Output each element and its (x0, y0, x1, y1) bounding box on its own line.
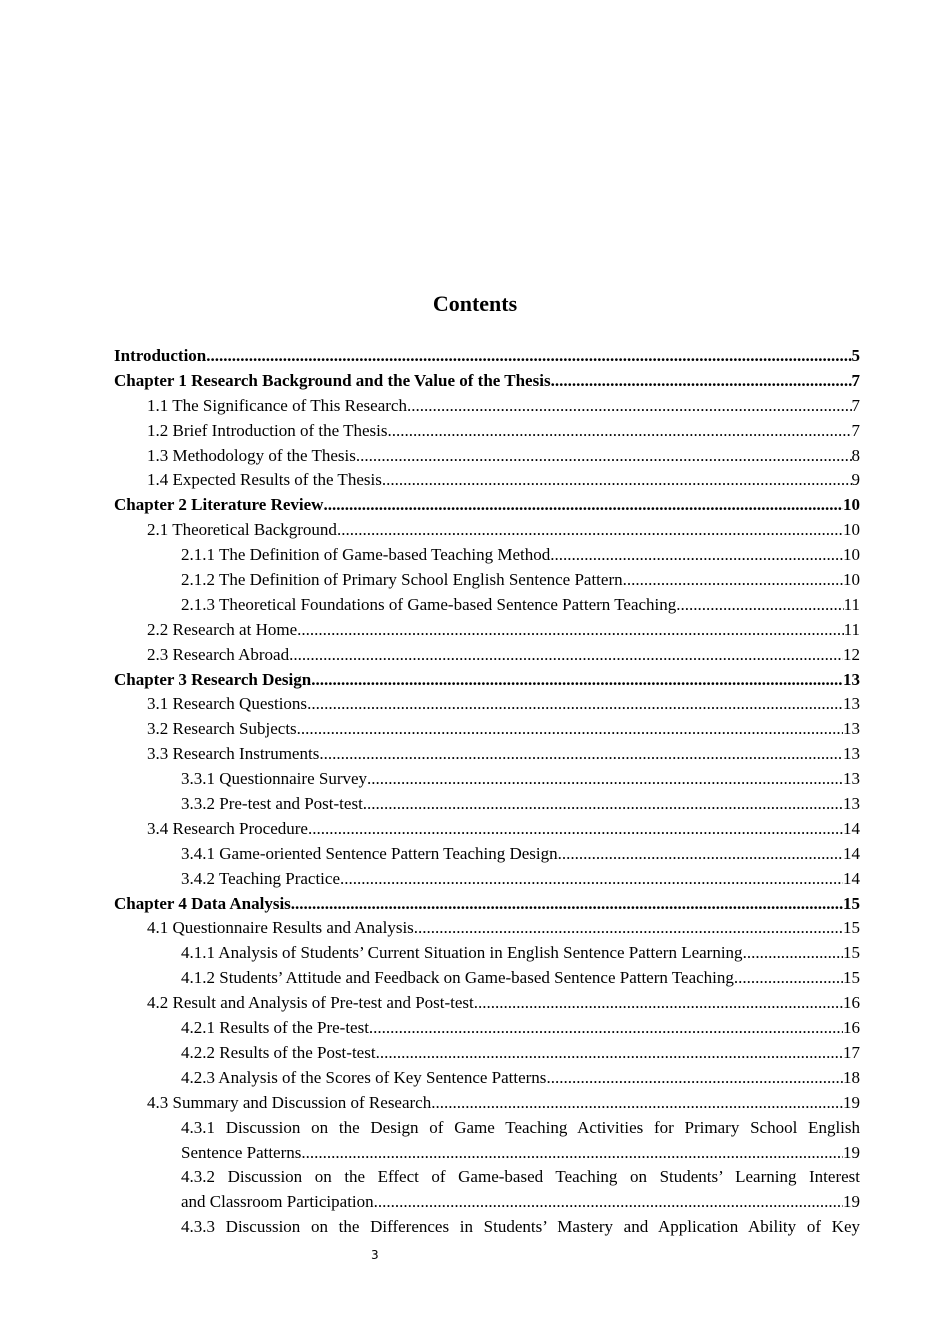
toc-entry-title: Chapter 1 Research Background and the Value of the Thesis (114, 370, 551, 390)
toc-entry[interactable] (114, 767, 860, 792)
dot-leader (337, 518, 843, 543)
dot-leader (308, 817, 843, 842)
dot-leader (734, 966, 843, 991)
toc-entry-title: 4.2.2 Results of the Post-test (181, 1042, 376, 1062)
toc-entry[interactable] (114, 344, 860, 369)
dot-leader (376, 1041, 843, 1066)
toc-entry-page: 7 (851, 420, 860, 440)
toc-entry-page: 11 (843, 619, 860, 639)
toc-entry-page: 10 (843, 545, 860, 565)
toc-entry-page: 13 (843, 694, 860, 714)
toc-entry-page: 10 (843, 570, 860, 590)
toc-entry-title: Chapter 4 Data Analysis (114, 893, 291, 913)
dot-leader (374, 1190, 843, 1215)
table-of-contents (114, 344, 860, 1240)
toc-entry[interactable] (114, 668, 860, 693)
dot-leader (289, 643, 843, 668)
toc-entry-wrapped[interactable] (114, 1165, 860, 1215)
toc-entry-title: 3.3 Research Instruments (147, 744, 320, 764)
toc-entry[interactable] (114, 618, 860, 643)
dot-leader (431, 1091, 843, 1116)
toc-entry-page: 9 (851, 470, 860, 490)
toc-entry-title-line1: 4.3.2 Discussion on the Effect of Game-based Teaching on Students’ Learning Interest (181, 1167, 860, 1187)
toc-entry-page: 15 (843, 968, 860, 988)
dot-leader (206, 344, 851, 369)
toc-entry[interactable] (114, 543, 860, 568)
toc-entry-title: 4.2.3 Analysis of the Scores of Key Sentence Patterns (181, 1067, 547, 1087)
toc-entry-title: 1.4 Expected Results of the Thesis (147, 470, 382, 490)
toc-entry-page: 19 (843, 1142, 860, 1162)
toc-entry-page: 13 (843, 794, 860, 814)
toc-entry-page: 14 (843, 868, 860, 888)
toc-entry-title: 2.1.1 The Definition of Game-based Teaching Method (181, 545, 551, 565)
dot-leader (369, 1016, 843, 1041)
toc-entry-title: Introduction (114, 346, 207, 365)
toc-entry[interactable] (114, 593, 860, 618)
dot-leader (356, 444, 852, 469)
dot-leader (623, 568, 843, 593)
toc-entry[interactable] (114, 568, 860, 593)
toc-entry-page: 16 (843, 993, 860, 1013)
toc-entry[interactable] (114, 444, 860, 469)
dot-leader (546, 1066, 843, 1091)
toc-entry-title: 1.1 The Significance of This Research (147, 395, 407, 415)
dot-leader (291, 892, 843, 917)
toc-entry[interactable] (114, 1016, 860, 1041)
toc-entry-title: 3.4.2 Teaching Practice (181, 868, 340, 888)
toc-entry-title: 4.1.2 Students’ Attitude and Feedback on Game-based Sentence Pattern Teaching (181, 968, 734, 988)
toc-entry-title: 4.3 Summary and Discussion of Research (147, 1092, 432, 1112)
toc-entry[interactable] (114, 419, 860, 444)
toc-entry-page: 10 (843, 495, 860, 515)
toc-entry-page: 14 (843, 843, 860, 863)
toc-entry-title: 3.3.1 Questionnaire Survey (181, 769, 368, 789)
dot-leader (382, 468, 852, 493)
toc-entry-title: 3.3.2 Pre-test and Post-test (181, 794, 363, 814)
toc-entry-page: 8 (851, 445, 860, 465)
toc-entry[interactable] (114, 941, 860, 966)
toc-entry-page: 15 (843, 918, 860, 938)
toc-entry-page: 13 (843, 744, 860, 764)
toc-entry-page: 14 (843, 818, 860, 838)
toc-entry[interactable] (114, 867, 860, 892)
toc-entry-title: 3.4.1 Game-oriented Sentence Pattern Teaching Design (181, 843, 558, 863)
toc-entry[interactable] (114, 792, 860, 817)
toc-entry[interactable] (114, 468, 860, 493)
toc-entry-page: 10 (843, 520, 860, 540)
toc-entry-page: 19 (843, 1192, 860, 1212)
toc-entry[interactable] (114, 493, 860, 518)
toc-entry[interactable] (114, 717, 860, 742)
dot-leader (551, 369, 852, 394)
dot-leader (307, 692, 843, 717)
dot-leader (340, 867, 843, 892)
toc-entry-page: 11 (843, 594, 860, 614)
toc-entry-page: 15 (843, 893, 860, 913)
toc-entry-page: 15 (843, 943, 860, 963)
toc-entry[interactable] (114, 1091, 860, 1116)
toc-entry-title: 3.2 Research Subjects (147, 719, 297, 739)
toc-entry-page: 5 (851, 346, 860, 365)
toc-entry-title: 2.1.2 The Definition of Primary School English Sentence Pattern (181, 570, 623, 590)
toc-entry-page: 7 (851, 395, 860, 415)
toc-entry[interactable] (114, 991, 860, 1016)
dot-leader (558, 842, 843, 867)
dot-leader (743, 941, 843, 966)
toc-entry-wrapped[interactable] (114, 1215, 860, 1240)
dot-leader (297, 618, 844, 643)
toc-entry-title: 3.4 Research Procedure (147, 818, 308, 838)
toc-entry-title-line2: Sentence Patterns (181, 1142, 302, 1162)
toc-entry[interactable] (114, 1066, 860, 1091)
toc-entry-page: 13 (843, 719, 860, 739)
toc-entry[interactable] (114, 394, 860, 419)
page-number: 3 (371, 1248, 379, 1262)
dot-leader (311, 668, 843, 693)
toc-entry[interactable] (114, 842, 860, 867)
toc-entry[interactable] (114, 518, 860, 543)
toc-entry-title: 4.2 Result and Analysis of Pre-test and Post-test (147, 993, 474, 1013)
dot-leader (323, 493, 843, 518)
dot-leader (297, 717, 843, 742)
toc-entry-title-line1: 4.3.1 Discussion on the Design of Game Teaching Activities for Primary School English (181, 1117, 860, 1137)
toc-entry-title: 2.1 Theoretical Background (147, 520, 337, 540)
toc-entry-title-line2: and Classroom Participation (181, 1192, 374, 1212)
dot-leader (387, 419, 851, 444)
toc-entry-title: 4.2.1 Results of the Pre-test (181, 1018, 369, 1038)
contents-title: Contents (432, 291, 518, 316)
toc-entry[interactable] (114, 892, 860, 917)
toc-entry-title: 1.3 Methodology of the Thesis (147, 445, 356, 465)
toc-entry-page: 12 (843, 644, 860, 664)
toc-entry-page: 13 (843, 769, 860, 789)
toc-entry[interactable] (114, 643, 860, 668)
dot-leader (407, 394, 852, 419)
toc-entry-title: 1.2 Brief Introduction of the Thesis (147, 420, 388, 440)
toc-entry-page: 16 (843, 1018, 860, 1038)
toc-entry-title: 2.2 Research at Home (147, 619, 298, 639)
toc-entry[interactable] (114, 369, 860, 394)
dot-leader (414, 916, 843, 941)
toc-entry[interactable] (114, 1041, 860, 1066)
dot-leader (550, 543, 843, 568)
dot-leader (676, 593, 843, 618)
toc-entry-wrapped[interactable] (114, 1116, 860, 1166)
toc-entry-title: 4.1.1 Analysis of Students’ Current Situation in English Sentence Pattern Learning (181, 943, 743, 963)
toc-entry[interactable] (114, 692, 860, 717)
dot-leader (363, 792, 843, 817)
dot-leader (319, 742, 843, 767)
dot-leader (367, 767, 843, 792)
toc-entry[interactable] (114, 817, 860, 842)
toc-entry-title: Chapter 3 Research Design (114, 669, 312, 689)
toc-entry-title: 3.1 Research Questions (147, 694, 308, 714)
toc-entry[interactable] (114, 966, 860, 991)
toc-entry-title: Chapter 2 Literature Review (114, 495, 324, 515)
toc-entry-page: 13 (843, 669, 860, 689)
toc-entry-page: 19 (843, 1092, 860, 1112)
dot-leader (301, 1141, 843, 1166)
toc-entry-page: 18 (843, 1067, 860, 1087)
toc-entry[interactable] (114, 916, 860, 941)
toc-entry-title: 2.3 Research Abroad (147, 644, 290, 664)
toc-entry-page: 7 (851, 370, 860, 390)
toc-entry-title: 2.1.3 Theoretical Foundations of Game-based Sentence Pattern Teaching (181, 594, 677, 614)
dot-leader (474, 991, 843, 1016)
toc-entry-title: 4.1 Questionnaire Results and Analysis (147, 918, 414, 938)
toc-entry-page: 17 (843, 1042, 860, 1062)
toc-entry-title-line1: 4.3.3 Discussion on the Differences in Students’ Mastery and Application Ability of Key (181, 1217, 860, 1237)
toc-entry[interactable] (114, 742, 860, 767)
